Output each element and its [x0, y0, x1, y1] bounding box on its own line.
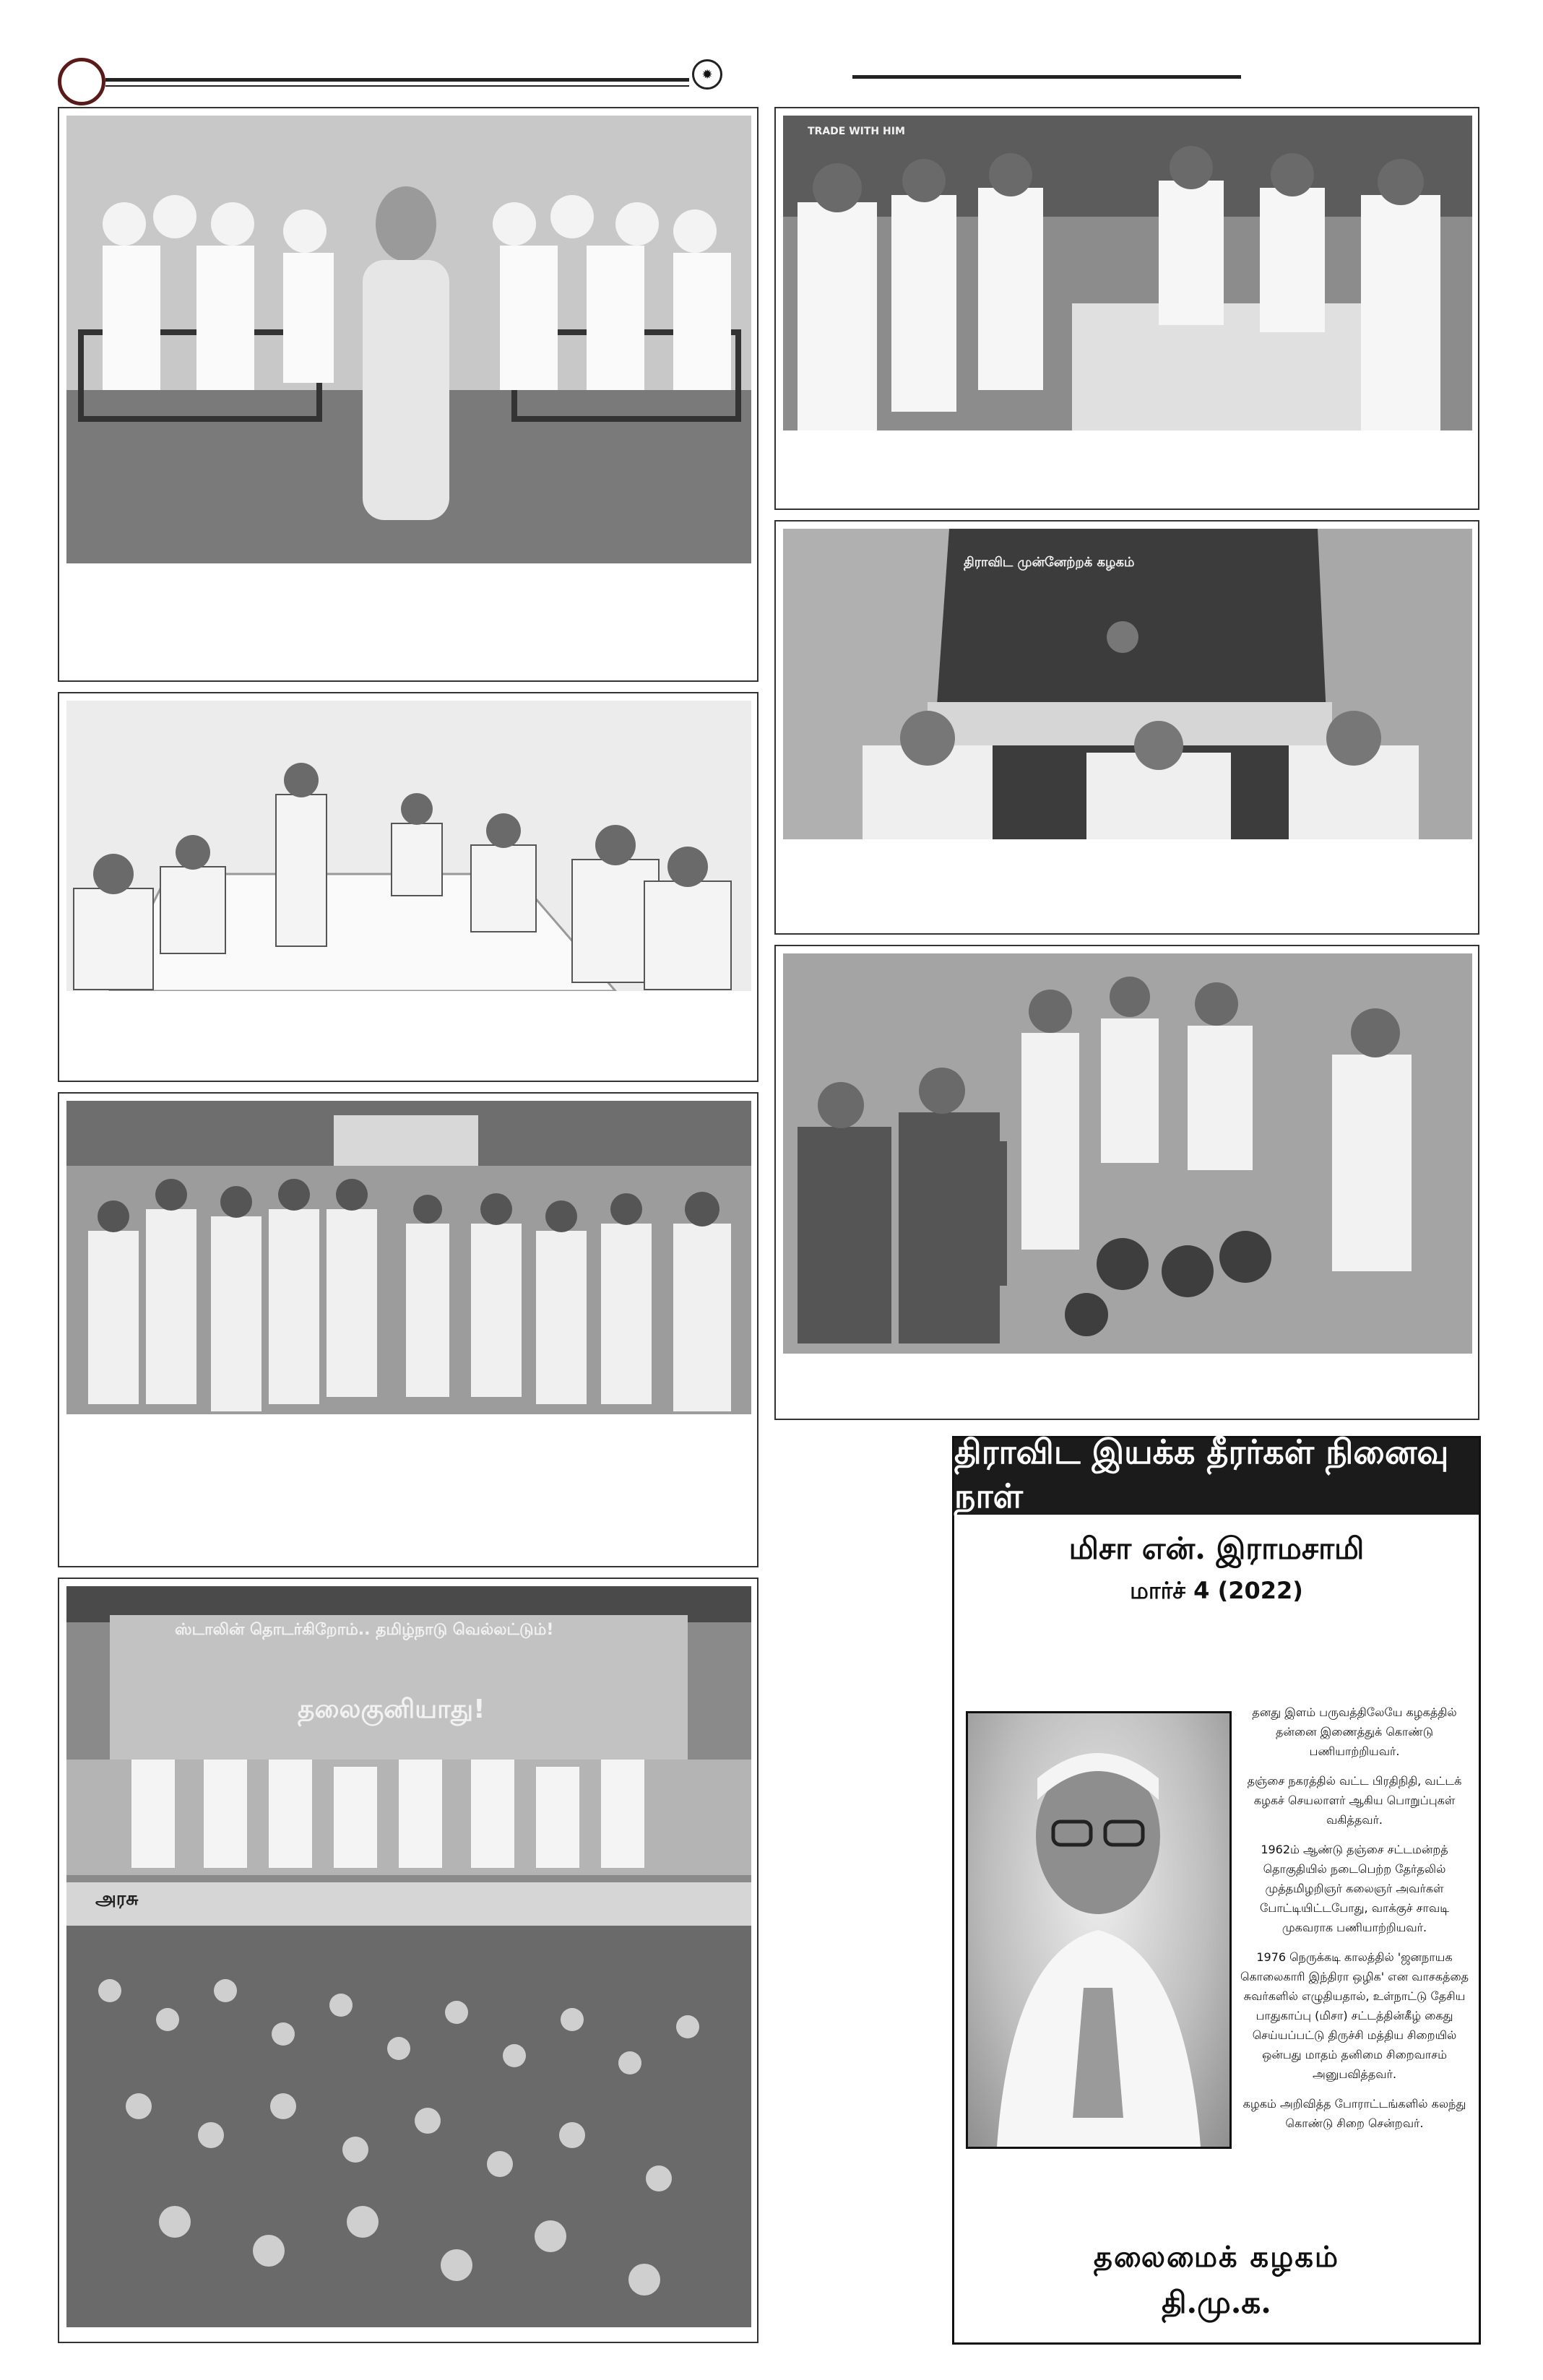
photo-panel-public-meeting [58, 1578, 758, 2343]
memorial-bio-paragraph: தனது இளம் பருவத்திலேயே கழகத்தில் தன்னை இணைத்துக் கொண்டு பணியாற்றியவர். [1252, 1705, 1457, 1758]
photo-public-meeting [66, 1586, 751, 2327]
photo-banner-text-3: அரசு [95, 1888, 139, 1910]
photo-banner-text: ஸ்டாலின் தொடர்கிறோம்.. தமிழ்நாடு வெல்லட்டும்! [175, 1621, 554, 1639]
photo-statue-garlanding [66, 116, 751, 563]
photo-party-office-meeting [783, 529, 1472, 839]
memorial-footer-org: தலைமைக் கழகம் [1093, 2240, 1340, 2274]
memorial-bio-paragraph: தஞ்சை நகரத்தில் வட்ட பிரதிநிதி, வட்டக் கழகச் செயலாளர் ஆகிய பொறுப்புகள் வகித்தவர். [1247, 1774, 1462, 1827]
memorial-notice [952, 1432, 1481, 2345]
memorial-banner: திராவிட இயக்க தீரர்கள் நினைவு நாள் [954, 1438, 1479, 1515]
photo-sign-text: திராவிட முன்னேற்றக் கழகம் [964, 555, 1135, 570]
rising-sun-emblem-icon: ✹ [692, 59, 722, 90]
memorial-footer-party: தி.மு.க. [1162, 2285, 1271, 2320]
photo-banner-text-2: தலைகுனியாது! [298, 1695, 485, 1724]
memorial-name: மிசா என். இராமசாமி [1068, 1531, 1365, 1566]
photo-panel-conference [58, 692, 758, 1082]
photo-panel-statue [58, 107, 758, 682]
photo-people-eating-hall [783, 116, 1472, 430]
photo-panel-office-meeting [774, 520, 1479, 935]
photo-panel-eating [774, 107, 1479, 510]
memorial-portrait [966, 1711, 1232, 2149]
header-rule-right [852, 75, 1241, 79]
photo-sign-text: TRADE WITH HIM [808, 126, 905, 137]
memorial-bio [1236, 1702, 1473, 2143]
page-number-circle [58, 58, 105, 105]
photo-conference-table [66, 701, 751, 991]
photo-panel-children [774, 945, 1479, 1420]
photo-panel-certificates [58, 1092, 758, 1567]
header-rule-left [105, 78, 689, 82]
memorial-date: மார்ச் 4 (2022) [1130, 1577, 1303, 1604]
header-rule-left-thin [105, 85, 689, 87]
memorial-bio-paragraph: 1976 நெருக்கடி காலத்தில் 'ஜனநாயக கொலைகாரி இந்திரா ஒழிக' என வாசகத்தை சுவர்களில் எழுதியதால், உள்நாட்டு தேசிய பாதுகாப்பு (மிசா) சட்டத்தின்கீழ் கைது செய்யப்பட்டு திருச்சி மத்திய சிறையில் ஒன்பது மாதம் தனிமை சிறைவாசம் அனுபவித்தவர். [1240, 1950, 1469, 2081]
photo-certificate-distribution [66, 1101, 751, 1414]
memorial-bio-paragraph: கழகம் அறிவித்த போராட்டங்களில் கலந்து கொண்டு சிறை சென்றவர். [1242, 2097, 1466, 2130]
memorial-bio-paragraph: 1962ம் ஆண்டு தஞ்சை சட்டமன்றத் தொகுதியில் நடைபெற்ற தேர்தலில் முத்தமிழறிஞர் கலைஞர் அவர்கள் போட்டியிட்டபோது, வாக்குச் சாவடி முகவராக பணியாற்றியவர். [1260, 1843, 1449, 1934]
photo-children-gathering [783, 953, 1472, 1354]
